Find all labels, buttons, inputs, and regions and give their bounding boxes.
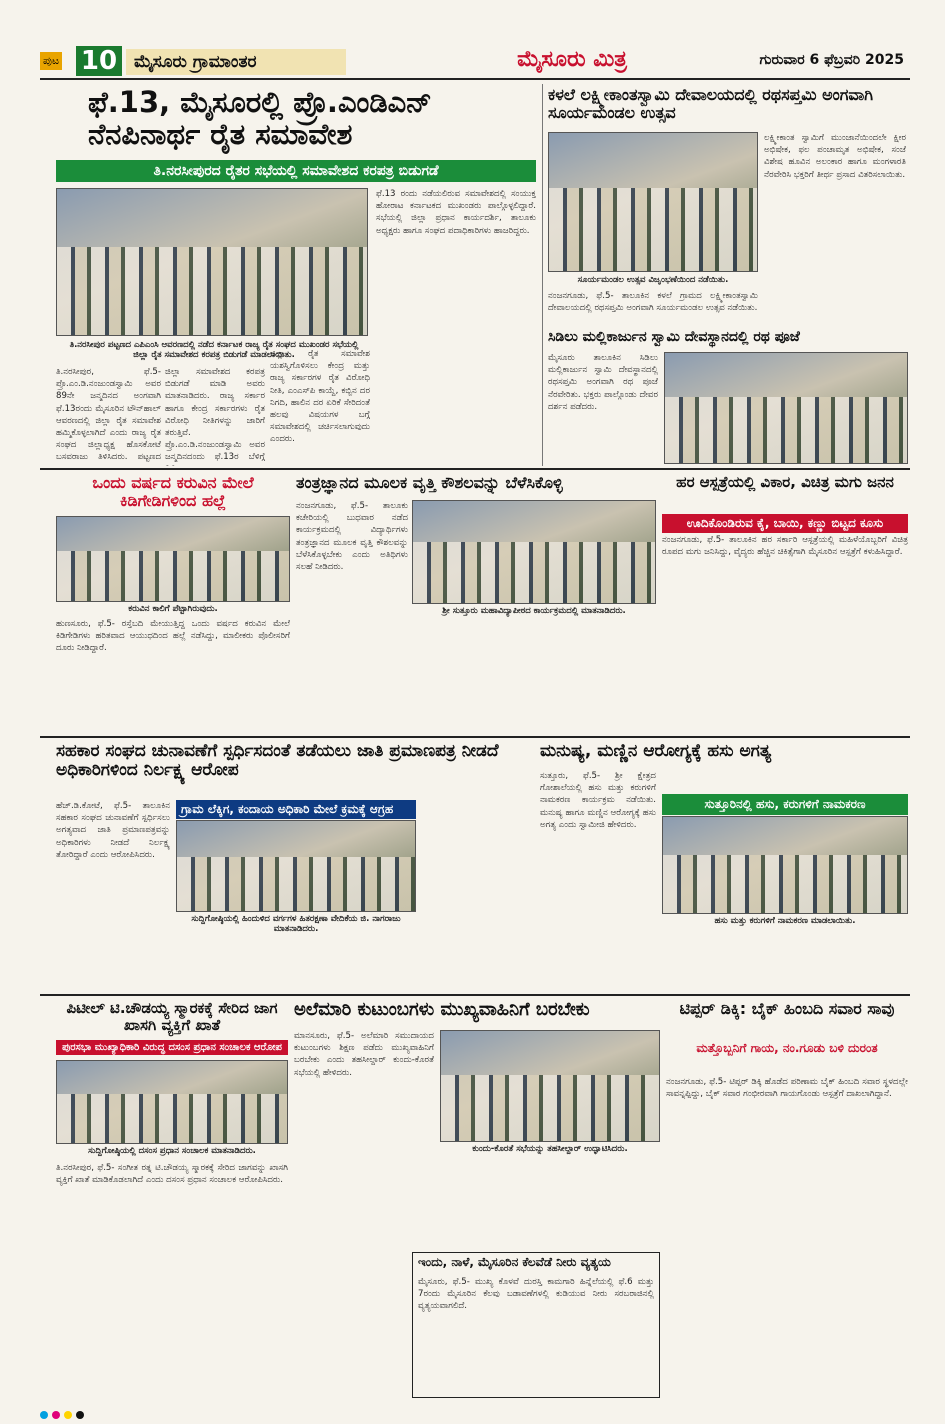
dateline: ಗುರುವಾರ 6 ಫೆಬ್ರವರಿ 2025 [759,52,904,68]
story5-headline[interactable]: ತಂತ್ರಜ್ಞಾನದ ಮೂಲಕ ವೃತ್ತಿ ಕೌಶಲವನ್ನು ಬೆಳೆಸಿಕೊಳ್ಳಿ [296,473,563,492]
story5-col: ನಂಜನಗೂಡು, ಫೆ.5- ತಾಲೂಕು ಕಚೇರಿಯಲ್ಲಿ ಬುಧವಾರ ನಡೆದ ಕಾರ್ಯಕ್ರಮದಲ್ಲಿ ವಿದ್ಯಾರ್ಥಿಗಳು ತಂತ್ರಜ್ಞಾನದ ಮೂಲಕ ವೃತ್ತಿ ಕೌಶಲವನ್ನು ಬೆಳೆಸಿಕೊಳ್ಳಬೇಕು ಎಂದು ಅತಿಥಿಗಳು ಸಲಹೆ ನೀಡಿದರು. [296,501,408,573]
story6-headline[interactable]: ಹರ ಆಸ್ಪತ್ರೆಯಲ್ಲಿ ವಿಕಾರ, ವಿಚಿತ್ರ ಮಗು ಜನನ [676,473,894,491]
story2-caption: ಸೂರ್ಯಮಂಡಲ ಉತ್ಸವ ವಿಜೃಂಭಣೆಯಿಂದ ನಡೆಯಿತು. [577,275,729,285]
story9-headline[interactable]: ಪಿಟೀಲ್ ಟಿ.ಚೌಡಯ್ಯ ಸ್ಮಾರಕಕ್ಕೆ ಸೇರಿದ ಜಾಗ ಖಾಸಗಿ ವ್ಯಕ್ತಿಗೆ ಖಾತೆ [66,999,278,1034]
section-rule [40,736,910,738]
story2-col1: ಲಕ್ಷ್ಮೀಕಾಂತ ಸ್ವಾಮಿಗೆ ಮುಂಜಾನೆಯಿಂದಲೇ ಕ್ಷೀರ ಅಭಿಷೇಕ, ಫಲ ಪಂಚಾಮೃತ ಅಭಿಷೇಕ, ಸಂಜೆ ವಿಶೇಷ ಹೂವಿನ ಅಲಂಕಾರ ಹಾಗೂ ಮಂಗಳಾರತಿ ನೆರವೇರಿಸಿ ಭಕ್ತರಿಗೆ ತೀರ್ಥ ಪ್ರಸಾದ ವಿತರಿಸಲಾಯಿತು. [764,133,906,180]
print-color-marks [40,1404,910,1414]
story4-col: ಹುಣಸೂರು, ಫೆ.5- ರಸ್ತೆಬದಿ ಮೇಯುತ್ತಿದ್ದ ಒಂದು ವರ್ಷದ ಕರುವಿನ ಮೇಲೆ ಕಿಡಿಗೇಡಿಗಳು ಹರಿತವಾದ ಆಯುಧದಿಂದ ಹಲ್ಲೆ ನಡೆಸಿದ್ದು, ಮಾಲೀಕರು ಪೊಲೀಸರಿಗೆ ದೂರು ನೀಡಿದ್ದಾರೆ. [56,619,290,654]
story1-col3: ಜಿಲ್ಲಾ ರೈತ ಸಮಾವೇಶ ಯಶಸ್ವಿಗೊಳಿಸಲು ಕೇಂದ್ರ ಮತ್ತು ರಾಜ್ಯ ಸರ್ಕಾರಗಳ ರೈತ ವಿರೋಧಿ ನೀತಿ, ಎಂಎಸ್‌ಪಿ ಕಾಯ್ದೆ, ಕಬ್ಬಿನ ದರ ನಿಗದಿ, ಹಾಲಿನ ದರ ಏರಿಕೆ ಸೇರಿದಂತೆ ಹಲವು ವಿಷಯಗಳ ಬಗ್ಗೆ ಸಮಾವೇಶದಲ್ಲಿ ಚರ್ಚಿಸಲಾಗುವುದು ಎಂದರು. [270,349,370,445]
story11-headline[interactable]: ಇಂದು, ನಾಳೆ, ಮೈಸೂರಿನ ಕೆಲವೆಡೆ ನೀರು ವ್ಯತ್ಯಯ [418,1255,611,1269]
story9-caption: ಸುದ್ದಿಗೋಷ್ಠಿಯಲ್ಲಿ ದಸಂಸ ಪ್ರಧಾನ ಸಂಚಾಲಕ ಮಾತನಾಡಿದರು. [88,1146,256,1156]
story4-caption: ಕರುವಿನ ಕಾಲಿಗೆ ಪೆಟ್ಟಾಗಿರುವುದು. [128,604,218,614]
story12-strap: ಮತ್ತೊಬ್ಬನಿಗೆ ಗಾಯ, ನಂ.ಗೂಡು ಬಳಿ ದುರಂತ [696,1041,878,1055]
masthead [40,46,910,80]
section-name: ಮೈಸೂರು ಗ್ರಾಮಾಂತರ [126,49,346,75]
story5-caption: ಶ್ರೀ ಸುತ್ತೂರು ಮಹಾವಿದ್ಯಾಪೀಠದ ಕಾರ್ಯಕ್ರಮದಲ್ಲಿ ಮಾತನಾಡಿದರು. [442,606,626,616]
story7-strap: ಗ್ರಾಮ ಲೆಕ್ಕಿಗ, ಕಂದಾಯ ಅಧಿಕಾರಿ ಮೇಲೆ ಕ್ರಮಕ್ಕೆ ಆಗ್ರಹ [176,800,416,819]
story8-headline[interactable]: ಮನುಷ್ಯ, ಮಣ್ಣಿನ ಆರೋಗ್ಯಕ್ಕೆ ಹಸು ಅಗತ್ಯ [540,741,772,761]
column-rule [542,84,543,466]
story8-strap: ಸುತ್ತೂರಿನಲ್ಲಿ ಹಸು, ಕರುಗಳಿಗೆ ನಾಮಕರಣ [662,794,908,815]
story2-col2: ನಂಜನಗೂಡು, ಫೆ.5- ತಾಲೂಕಿನ ಕಳಲೆ ಗ್ರಾಮದ ಲಕ್ಷ್ಮೀಕಾಂತಸ್ವಾಮಿ ದೇವಾಲಯದಲ್ಲಿ ರಥಸಪ್ತಮಿ ಅಂಗವಾಗಿ ಸೂರ್ಯಮಂಡಲ ಉತ್ಸವ ನಡೆಯಿತು. [548,291,758,314]
story7-photo [176,820,416,912]
section-rule [40,994,910,996]
story8-col: ಸುತ್ತೂರು, ಫೆ.5- ಶ್ರೀ ಕ್ಷೇತ್ರದ ಗೋಶಾಲೆಯಲ್ಲಿ ಹಸು ಮತ್ತು ಕರುಗಳಿಗೆ ನಾಮಕರಣ ಕಾರ್ಯಕ್ರಮ ನಡೆಯಿತು. ಮನುಷ್ಯ ಹಾಗೂ ಮಣ್ಣಿನ ಆರೋಗ್ಯಕ್ಕೆ ಹಸು ಅಗತ್ಯ ಎಂದು ಸ್ವಾಮೀಜಿ ಹೇಳಿದರು. [540,771,656,830]
story4-headline[interactable]: ಒಂದು ವರ್ಷದ ಕರುವಿನ ಮೇಲೆ ಕಿಡಿಗೇಡಿಗಳಿಂದ ಹಲ್ಲೆ [92,473,254,510]
story2-headline[interactable]: ಕಳಲೆ ಲಕ್ಷ್ಮೀಕಾಂತಸ್ವಾಮಿ ದೇವಾಲಯದಲ್ಲಿ ರಥಸಪ್ತಮಿ ಅಂಗವಾಗಿ ಸೂರ್ಯಮಂಡಲ ಉತ್ಸವ [548,85,874,122]
story9-col: ತಿ.ನರಸೀಪುರ, ಫೆ.5- ಸಂಗೀತ ರತ್ನ ಟಿ.ಚೌಡಯ್ಯ ಸ್ಮಾರಕಕ್ಕೆ ಸೇರಿದ ಜಾಗವನ್ನು ಖಾಸಗಿ ವ್ಯಕ್ತಿಗೆ ಖಾತೆ ಮಾಡಿಕೊಡಲಾಗಿದೆ ಎಂದು ದಸಂಸ ಪ್ರಧಾನ ಸಂಚಾಲಕ ಆರೋಪಿಸಿದರು. [56,1163,288,1186]
story8-caption: ಹಸು ಮತ್ತು ಕರುಗಳಿಗೆ ನಾಮಕರಣ ಮಾಡಲಾಯಿತು. [714,916,856,926]
page-label: ಪುಟ [40,52,62,70]
story1-col2: ಜಿಲ್ಲಾ ಸಮಾವೇಶದ ಕರಪತ್ರ ಬಿಡುಗಡೆ ಮಾಡಿ ಅವರು ಮಾತನಾಡಿದರು. ರಾಜ್ಯ ಸರ್ಕಾರ ಹಾಗೂ ಕೇಂದ್ರ ಸರ್ಕಾರಗಳು ರೈತ ವಿರೋಧಿ ನೀತಿಗಳನ್ನು ಜಾರಿಗೆ ತರುತ್ತಿವೆ. ಪ್ರೊ.ಎಂ.ಡಿ.ನಂಜುಂಡಸ್ವಾಮಿ ಅವರ ಜನ್ಮದಿನದಂದು ಫೆ.13ರ ಬೆಳಿಗ್ಗೆ [165,367,265,463]
story3-headline[interactable]: ಸಿಡಿಲು ಮಲ್ಲಿಕಾರ್ಜುನ ಸ್ವಾಮಿ ದೇವಸ್ಥಾನದಲ್ಲಿ ರಥ ಪೂಜೆ [548,329,800,345]
story1-photo [56,188,368,336]
brand-logo: ಮೈಸೂರು ಮಿತ್ರ [517,46,627,72]
story7-caption: ಸುದ್ದಿಗೋಷ್ಠಿಯಲ್ಲಿ ಹಿಂದುಳಿದ ವರ್ಗಗಳ ಹಿತರಕ್ಷಣಾ ವೇದಿಕೆಯ ಜಿ. ನಾಗರಾಜು ಮಾತನಾಡಿದರು. [191,914,401,934]
story10-headline[interactable]: ಅಲೆಮಾರಿ ಕುಟುಂಬಗಳು ಮುಖ್ಯವಾಹಿನಿಗೆ ಬರಬೇಕು [294,999,590,1020]
story4-photo [56,516,290,602]
story1-col1: ತಿ.ನರಸೀಪುರ, ಫೆ.5- ಪ್ರೊ.ಎಂ.ಡಿ.ನಂಜುಂಡಸ್ವಾಮಿ ಅವರ 89ನೇ ಜನ್ಮದಿನದ ಅಂಗವಾಗಿ ಫೆ.13ರಂದು ಮೈಸೂರಿನ ಟೌನ್‌ಹಾಲ್ ಆವರಣದಲ್ಲಿ ಜಿಲ್ಲಾ ರೈತ ಸಮಾವೇಶ ಹಮ್ಮಿಕೊಳ್ಳಲಾಗಿದೆ ಎಂದು ರಾಜ್ಯ ರೈತ ಸಂಘದ ಜಿಲ್ಲಾಧ್ಯಕ್ಷ ಹೊಸಕೋಟೆ ಬಸವರಾಜು ತಿಳಿಸಿದರು. ಪಟ್ಟಣದ [56,367,161,463]
story2-photo [548,132,758,272]
story6-strap: ಊದಿಕೊಂಡಿರುವ ಕೈ, ಬಾಯಿ, ಕಣ್ಣು ಬಿಟ್ಟದ ಕೂಸು [662,514,908,533]
story10-caption: ಕುಂದು-ಕೊರತೆ ಸಭೆಯನ್ನು ತಹಸೀಲ್ದಾರ್ ಉದ್ಘಾಟಿಸಿದರು. [472,1144,628,1154]
story6-col: ನಂಜನಗೂಡು, ಫೆ.5- ತಾಲೂಕಿನ ಹರ ಸರ್ಕಾರಿ ಆಸ್ಪತ್ರೆಯಲ್ಲಿ ಮಹಿಳೆಯೊಬ್ಬರಿಗೆ ವಿಚಿತ್ರ ರೂಪದ ಮಗು ಜನಿಸಿದ್ದು, ವೈದ್ಯರು ಹೆಚ್ಚಿನ ಚಿಕಿತ್ಸೆಗಾಗಿ ಮೈಸೂರಿನ ಆಸ್ಪತ್ರೆಗೆ ಕಳುಹಿಸಿದ್ದಾರೆ. [662,535,908,558]
story1-strap: ತಿ.ನರಸೀಪುರದ ರೈತರ ಸಭೆಯಲ್ಲಿ ಸಮಾವೇಶದ ಕರಪತ್ರ ಬಿಡುಗಡೆ [56,160,536,182]
page-number: 10 [76,46,122,76]
story9-photo [56,1060,288,1144]
story1-headline[interactable]: ಫೆ.13, ಮೈಸೂರಲ್ಲಿ ಪ್ರೊ.ಎಂಡಿಎನ್ ನೆನಪಿನಾರ್ಥ ರೈತ ಸಮಾವೇಶ [88,85,432,152]
story12-col: ನಂಜನಗೂಡು, ಫೆ.5- ಟಿಪ್ಪರ್ ಡಿಕ್ಕಿ ಹೊಡೆದ ಪರಿಣಾಮ ಬೈಕ್ ಹಿಂಬದಿ ಸವಾರ ಸ್ಥಳದಲ್ಲೇ ಸಾವನ್ನಪ್ಪಿದ್ದು, ಬೈಕ್ ಸವಾರ ಗಂಭೀರವಾಗಿ ಗಾಯಗೊಂಡು ಆಸ್ಪತ್ರೆಗೆ ದಾಖಲಾಗಿದ್ದಾನೆ. [666,1077,908,1100]
story9-strap: ಪುರಸಭಾ ಮುಖ್ಯಾಧಿಕಾರಿ ವಿರುದ್ಧ ದಸಂಸ ಪ್ರಧಾನ ಸಂಚಾಲಕ ಆರೋಪ [56,1040,288,1055]
story12-headline[interactable]: ಟಿಪ್ಪರ್ ಡಿಕ್ಕಿ: ಬೈಕ್ ಹಿಂಬದಿ ಸವಾರ ಸಾವು [679,999,895,1018]
story11-col: ಮೈಸೂರು, ಫೆ.5- ಮುಖ್ಯ ಕೊಳವೆ ದುರಸ್ತಿ ಕಾಮಗಾರಿ ಹಿನ್ನೆಲೆಯಲ್ಲಿ ಫೆ.6 ಮತ್ತು 7ರಂದು ಮೈಸೂರಿನ ಕೆಲವು ಬಡಾವಣೆಗಳಲ್ಲಿ ಕುಡಿಯುವ ನೀರು ಸರಬರಾಜಿನಲ್ಲಿ ವ್ಯತ್ಯಯವಾಗಲಿದೆ. [418,1277,654,1312]
story7-headline[interactable]: ಸಹಕಾರ ಸಂಘದ ಚುನಾವಣೆಗೆ ಸ್ಪರ್ಧಿಸದಂತೆ ತಡೆಯಲು ಜಾತಿ ಪ್ರಮಾಣಪತ್ರ ನೀಡದೆ ಅಧಿಕಾರಿಗಳಿಂದ ನಿರ್ಲಕ್ಷ್ಯ ಆರೋಪ [56,741,499,781]
story1-caption: ತಿ.ನರಸೀಪುರ ಪಟ್ಟಣದ ಎಪಿಎಂಸಿ ಆವರಣದಲ್ಲಿ ನಡೆದ ಕರ್ನಾಟಕ ರಾಜ್ಯ ರೈತ ಸಂಘದ ಮುಖಂಡರ ಸಭೆಯಲ್ಲಿ ಜಿಲ್ಲಾ ರೈತ ಸಮಾವೇಶದ ಕರಪತ್ರ ಬಿಡುಗಡೆ ಮಾಡಲಾಯಿತು. [69,340,359,360]
section-rule [40,468,910,470]
story8-photo [662,816,908,914]
story10-photo [440,1030,660,1142]
story3-col: ಮೈಸೂರು ತಾಲೂಕಿನ ಸಿಡಿಲು ಮಲ್ಲಿಕಾರ್ಜುನ ಸ್ವಾಮಿ ದೇವಸ್ಥಾನದಲ್ಲಿ ರಥಸಪ್ತಮಿ ಅಂಗವಾಗಿ ರಥ ಪೂಜೆ ನೆರವೇರಿತು. ಭಕ್ತರು ಪಾಲ್ಗೊಂಡು ದೇವರ ದರ್ಶನ ಪಡೆದರು. [548,353,658,412]
story1-col4: ಫೆ.13 ರಂದು ನಡೆಯಲಿರುವ ಸಮಾವೇಶದಲ್ಲಿ ಸಂಯುಕ್ತ ಹೋರಾಟ ಕರ್ನಾಟಕದ ಮುಖಂಡರು ಪಾಲ್ಗೊಳ್ಳಲಿದ್ದಾರೆ. ಸಭೆಯಲ್ಲಿ ಜಿಲ್ಲಾ ಪ್ರಧಾನ ಕಾರ್ಯದರ್ಶಿ, ತಾಲೂಕು ಅಧ್ಯಕ್ಷರು ಹಾಗೂ ಸಂಘದ ಪದಾಧಿಕಾರಿಗಳು ಹಾಜರಿದ್ದರು. [376,189,536,236]
story10-col: ಮಾನಸೂರು, ಫೆ.5- ಅಲೆಮಾರಿ ಸಮುದಾಯದ ಕುಟುಂಬಗಳು ಶಿಕ್ಷಣ ಪಡೆದು ಮುಖ್ಯವಾಹಿನಿಗೆ ಬರಬೇಕು ಎಂದು ತಹಸೀಲ್ದಾರ್ ಕುಂದು-ಕೊರತೆ ಸಭೆಯಲ್ಲಿ ಹೇಳಿದರು. [294,1031,434,1078]
story5-photo [412,500,656,604]
story7-col: ಹೆಚ್.ಡಿ.ಕೋಟೆ, ಫೆ.5- ತಾಲೂಕಿನ ಸಹಕಾರ ಸಂಘದ ಚುನಾವಣೆಗೆ ಸ್ಪರ್ಧಿಸಲು ಅಗತ್ಯವಾದ ಜಾತಿ ಪ್ರಮಾಣಪತ್ರವನ್ನು ಅಧಿಕಾರಿಗಳು ನೀಡದೆ ನಿರ್ಲಕ್ಷ್ಯ ತೋರಿದ್ದಾರೆ ಎಂದು ಆರೋಪಿಸಿದರು. [56,801,170,860]
story3-photo [664,352,908,464]
